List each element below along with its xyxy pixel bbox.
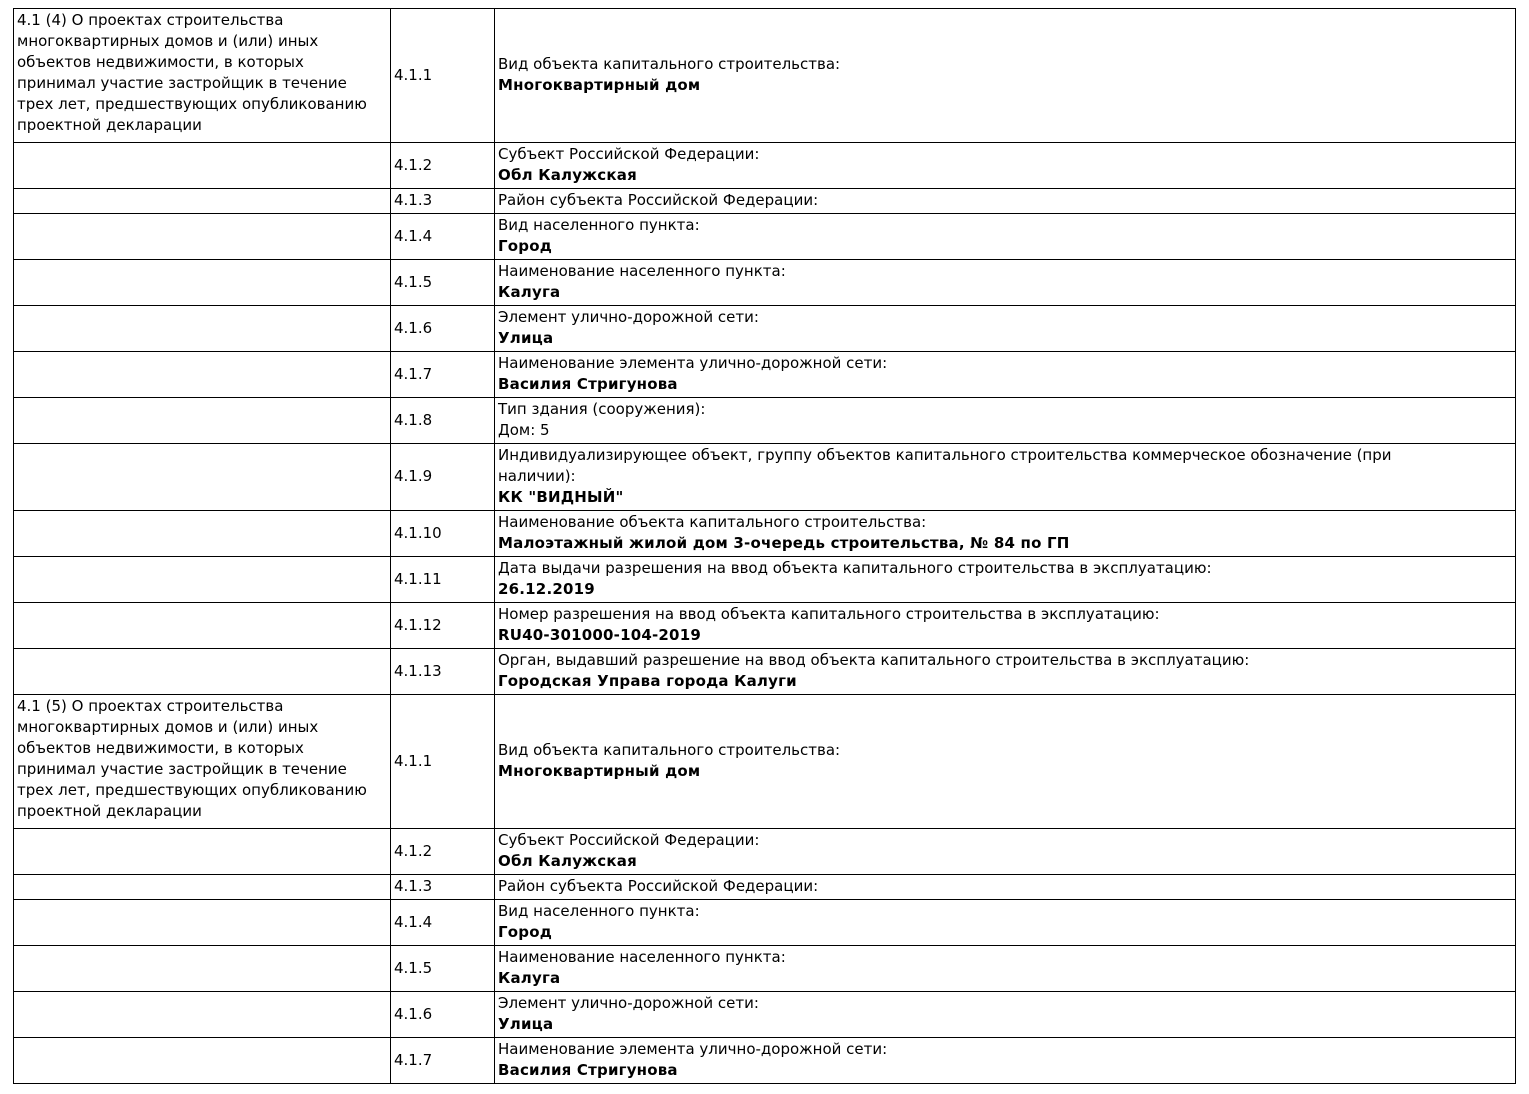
field-label: Наименование элемента улично-дорожной сети: <box>498 1040 888 1058</box>
section-cell: 4.1 (4) О проектах строительства многоквартирных домов и (или) иных объектов недвижимости, в которых принимал участие застройщик в течение трех лет, предшествующих опубликованию проектной декларации <box>14 9 391 143</box>
section-cell <box>14 603 391 649</box>
code-cell: 4.1.10 <box>391 511 495 557</box>
field-label: Номер разрешения на ввод объекта капитального строительства в эксплуатацию: <box>498 605 1160 623</box>
field-label: Индивидуализирующее объект, группу объектов капитального строительства коммерческое обозначение (при наличии): <box>498 446 1392 485</box>
field-value: Городская Управа города Калуги <box>498 672 797 690</box>
content-cell <box>495 9 1516 143</box>
code-cell: 4.1.3 <box>391 875 495 900</box>
content-cell <box>495 260 1516 306</box>
content-cell <box>495 306 1516 352</box>
field-label: Субъект Российской Федерации: <box>498 145 760 163</box>
code-cell: 4.1.12 <box>391 603 495 649</box>
declaration-table <box>13 8 1516 1084</box>
content-cell <box>495 444 1516 511</box>
field-label: Элемент улично-дорожной сети: <box>498 308 759 326</box>
code-cell: 4.1.7 <box>391 1038 495 1084</box>
field-label: Субъект Российской Федерации: <box>498 831 760 849</box>
code-cell: 4.1.4 <box>391 900 495 946</box>
field-value: Обл Калужская <box>498 166 637 184</box>
table-row <box>14 189 1516 214</box>
content-cell <box>495 900 1516 946</box>
field-value: Калуга <box>498 283 561 301</box>
content-cell <box>495 992 1516 1038</box>
code-cell: 4.1.1 <box>391 9 495 143</box>
code-cell: 4.1.3 <box>391 189 495 214</box>
table-row <box>14 214 1516 260</box>
section-cell <box>14 900 391 946</box>
section-cell <box>14 557 391 603</box>
content-cell <box>495 603 1516 649</box>
field-value: Многоквартирный дом <box>498 76 701 94</box>
content-cell <box>495 189 1516 214</box>
field-label: Район субъекта Российской Федерации: <box>498 191 819 209</box>
code-cell: 4.1.9 <box>391 444 495 511</box>
code-cell: 4.1.5 <box>391 946 495 992</box>
field-value: Город <box>498 923 553 941</box>
content-cell <box>495 214 1516 260</box>
table-row <box>14 875 1516 900</box>
section-cell <box>14 946 391 992</box>
section-cell <box>14 352 391 398</box>
content-cell <box>495 1038 1516 1084</box>
code-cell: 4.1.2 <box>391 143 495 189</box>
field-label: Элемент улично-дорожной сети: <box>498 994 759 1012</box>
section-cell <box>14 143 391 189</box>
section-cell <box>14 444 391 511</box>
content-cell <box>495 557 1516 603</box>
field-value: Калуга <box>498 969 561 987</box>
table-row <box>14 946 1516 992</box>
table-row <box>14 306 1516 352</box>
table-row <box>14 829 1516 875</box>
code-cell: 4.1.6 <box>391 306 495 352</box>
content-cell <box>495 695 1516 829</box>
field-value: Многоквартирный дом <box>498 762 701 780</box>
code-cell: 4.1.5 <box>391 260 495 306</box>
field-value: Обл Калужская <box>498 852 637 870</box>
code-cell: 4.1.11 <box>391 557 495 603</box>
content-cell <box>495 398 1516 444</box>
section-cell <box>14 260 391 306</box>
section-cell <box>14 189 391 214</box>
section-cell <box>14 511 391 557</box>
table-row <box>14 398 1516 444</box>
code-cell: 4.1.2 <box>391 829 495 875</box>
table-row <box>14 352 1516 398</box>
field-value: Василия Стригунова <box>498 1061 678 1079</box>
table-row <box>14 603 1516 649</box>
field-value: Василия Стригунова <box>498 375 678 393</box>
field-value: RU40-301000-104-2019 <box>498 626 701 644</box>
table-row <box>14 9 1516 143</box>
field-label: Вид объекта капитального строительства: <box>498 55 841 73</box>
table-row <box>14 1038 1516 1084</box>
section-cell <box>14 875 391 900</box>
code-cell: 4.1.4 <box>391 214 495 260</box>
field-label: Наименование населенного пункта: <box>498 262 786 280</box>
field-label: Вид объекта капитального строительства: <box>498 741 841 759</box>
section-cell <box>14 649 391 695</box>
field-value: Малоэтажный жилой дом 3-очередь строительства, № 84 по ГП <box>498 534 1070 552</box>
field-label: Тип здания (сооружения): <box>498 400 706 418</box>
field-value: Дом: 5 <box>498 421 550 439</box>
table-row <box>14 444 1516 511</box>
code-cell: 4.1.6 <box>391 992 495 1038</box>
content-cell <box>495 511 1516 557</box>
content-cell <box>495 946 1516 992</box>
code-cell: 4.1.13 <box>391 649 495 695</box>
code-cell: 4.1.7 <box>391 352 495 398</box>
section-cell <box>14 829 391 875</box>
field-value: Город <box>498 237 553 255</box>
content-cell <box>495 352 1516 398</box>
section-cell <box>14 306 391 352</box>
field-label: Район субъекта Российской Федерации: <box>498 877 819 895</box>
table-row <box>14 511 1516 557</box>
field-value: Улица <box>498 1015 554 1033</box>
content-cell <box>495 829 1516 875</box>
field-label: Дата выдачи разрешения на ввод объекта капитального строительства в эксплуатацию: <box>498 559 1212 577</box>
field-label: Наименование объекта капитального строительства: <box>498 513 927 531</box>
field-label: Наименование элемента улично-дорожной сети: <box>498 354 888 372</box>
section-cell <box>14 214 391 260</box>
section-cell <box>14 1038 391 1084</box>
section-cell <box>14 992 391 1038</box>
field-value: Улица <box>498 329 554 347</box>
table-row <box>14 260 1516 306</box>
table-row <box>14 992 1516 1038</box>
field-label: Вид населенного пункта: <box>498 216 700 234</box>
field-label: Наименование населенного пункта: <box>498 948 786 966</box>
code-cell: 4.1.1 <box>391 695 495 829</box>
table-row <box>14 900 1516 946</box>
table-row <box>14 143 1516 189</box>
field-label: Орган, выдавший разрешение на ввод объекта капитального строительства в эксплуатацию: <box>498 651 1250 669</box>
code-cell: 4.1.8 <box>391 398 495 444</box>
table-row <box>14 695 1516 829</box>
field-label: Вид населенного пункта: <box>498 902 700 920</box>
field-value: 26.12.2019 <box>498 580 595 598</box>
section-cell: 4.1 (5) О проектах строительства многоквартирных домов и (или) иных объектов недвижимости, в которых принимал участие застройщик в течение трех лет, предшествующих опубликованию проектной декларации <box>14 695 391 829</box>
section-cell <box>14 398 391 444</box>
table-row <box>14 557 1516 603</box>
content-cell <box>495 875 1516 900</box>
field-value: КК "ВИДНЫЙ" <box>498 488 624 506</box>
content-cell <box>495 649 1516 695</box>
table-row <box>14 649 1516 695</box>
content-cell <box>495 143 1516 189</box>
